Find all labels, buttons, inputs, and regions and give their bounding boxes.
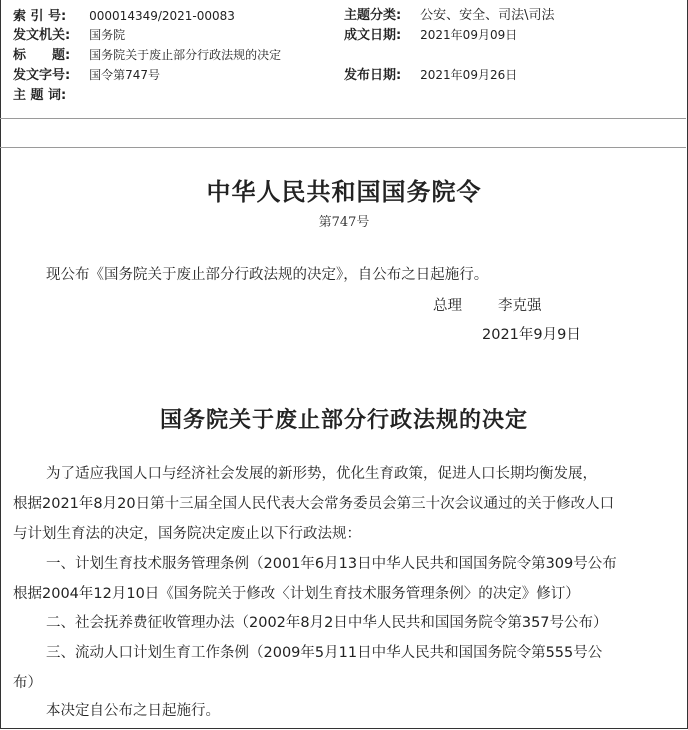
meta-keywords	[13, 88, 89, 104]
meta-value: 2021年09月26日	[420, 68, 518, 82]
decision-item-1-cont: 根据2004年12月10日《国务院关于修改〈计划生育技术服务管理条例〉的决定》修订）	[13, 586, 580, 602]
meta-label: 发布日期:	[344, 68, 402, 83]
meta-label: 标 题:	[13, 48, 71, 63]
signature-title: 总理	[433, 298, 462, 314]
decision-item-3: 三、流动人口计划生育工作条例（2009年5月11日中华人民共和国国务院令第555号公	[46, 645, 603, 661]
decision-title: 国务院关于废止部分行政法规的决定	[159, 407, 528, 433]
meta-title	[13, 47, 281, 64]
decision-item-3-cont: 布）	[13, 675, 42, 691]
meta-publish-date	[344, 67, 517, 84]
decision-effective-clause: 本决定自公布之日起施行。	[46, 703, 220, 719]
decision-item-2: 二、社会抚养费征收管理办法（2002年8月2日中华人民共和国国务院令第357号公布）	[46, 615, 608, 631]
meta-label: 发文机关:	[13, 28, 71, 43]
divider	[0, 118, 686, 119]
meta-value: 2021年09月09日	[420, 28, 518, 42]
signature-name: 李克强	[498, 298, 542, 314]
meta-value: 国务院关于废止部分行政法规的决定	[89, 48, 282, 62]
decision-paragraph-line: 与计划生育法的决定，国务院决定废止以下行政法规：	[13, 526, 361, 542]
meta-document-number	[13, 67, 160, 84]
decision-item-1: 一、计划生育技术服务管理条例（2001年6月13日中华人民共和国国务院令第309号公布	[46, 556, 617, 572]
meta-index-number	[13, 8, 235, 25]
metadata-table	[0, 0, 686, 118]
meta-issuing-authority	[13, 27, 125, 44]
order-date: 2021年9月9日	[482, 327, 581, 343]
meta-value: 000014349/2021-00083	[89, 9, 235, 23]
meta-label: 主题分类:	[344, 8, 402, 23]
decision-paragraph-line: 根据2021年8月20日第十三届全国人民代表大会常务委员会第三十次会议通过的关于修改人口	[13, 496, 615, 512]
meta-value: 国令第747号	[89, 68, 161, 82]
meta-label: 成文日期:	[344, 28, 402, 43]
meta-label: 主 题 词:	[13, 88, 67, 103]
meta-label: 索 引 号:	[13, 9, 67, 24]
meta-label: 发文字号:	[13, 68, 71, 83]
order-number: 第747号	[318, 215, 370, 230]
promulgation-text: 现公布《国务院关于废止部分行政法规的决定》，自公布之日起施行。	[46, 267, 489, 283]
meta-subject-category	[344, 8, 555, 24]
meta-value: 公安、安全、司法\司法	[420, 8, 555, 23]
divider	[0, 147, 686, 148]
order-title: 中华人民共和国国务院令	[206, 177, 482, 206]
meta-value: 国务院	[89, 28, 126, 42]
meta-written-date	[344, 27, 517, 44]
decision-paragraph-line: 为了适应我国人口与经济社会发展的新形势，优化生育政策，促进人口长期均衡发展，	[46, 466, 597, 482]
